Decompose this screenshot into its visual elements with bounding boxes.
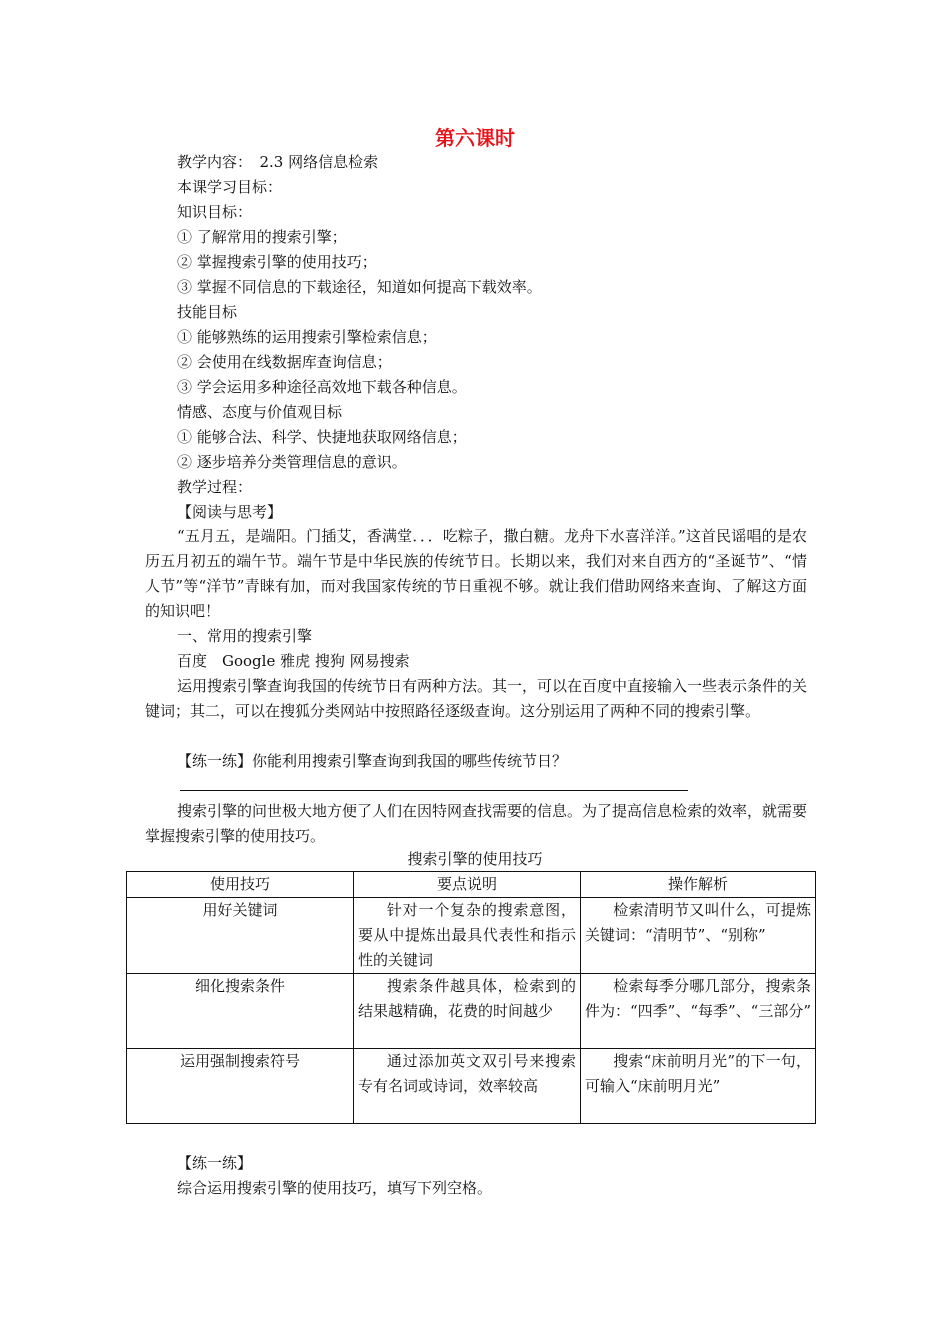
knowledge-goal: ① 了解常用的搜索引擎； xyxy=(177,228,347,246)
attitude-goal: ② 逐步培养分类管理信息的意识。 xyxy=(177,453,407,471)
reading-heading: 【阅读与思考】 xyxy=(177,503,283,521)
skill-goal: ② 会使用在线数据库查询信息； xyxy=(177,353,392,371)
table-caption: 搜索引擎的使用技巧 xyxy=(407,850,543,868)
knowledge-goal: ③ 掌握不同信息的下载途径，知道如何提高下载效率。 xyxy=(177,278,542,296)
answer-blank-line xyxy=(180,790,688,791)
lesson-content: 教学内容： 2.3 网络信息检索 xyxy=(177,153,379,171)
table-row xyxy=(127,898,816,974)
attitude-goal: ① 能够合法、科学、快捷地获取网络信息； xyxy=(177,428,467,446)
practice-instruction: 综合运用搜索引擎的使用技巧，填写下列空格。 xyxy=(177,1179,493,1197)
column-header: 要点说明 xyxy=(354,872,581,898)
tip-explanation: 针对一个复杂的搜索意图，要从中提炼出最具代表性和指示性的关键词 xyxy=(354,898,581,974)
tip-name: 运用强制搜索符号 xyxy=(127,1049,354,1124)
intro-paragraph: 搜索引擎的问世极大地方便了人们在因特网查找需要的信息。为了提高信息检索的效率，就需要掌握搜索引擎的使用技巧。 xyxy=(145,802,808,845)
table-row xyxy=(127,974,816,1049)
skill-goals-heading: 技能目标 xyxy=(177,303,238,321)
page-title: 第六课时 xyxy=(435,126,515,150)
table-header-row xyxy=(127,872,816,898)
objectives-heading: 本课学习目标： xyxy=(177,178,283,196)
skill-goal: ③ 学会运用多种途径高效地下载各种信息。 xyxy=(177,378,467,396)
tip-example: 检索清明节又叫什么，可提炼关键词：“清明节”、“别称” xyxy=(581,898,816,974)
methods-paragraph: 运用搜索引擎查询我国的传统节日有两种方法。其一，可以在百度中直接输入一些表示条件的关键词；其二，可以在搜狐分类网站中按照路径逐级查询。这分别运用了两种不同的搜索引擎。 xyxy=(145,677,808,720)
tip-example: 检索每季分哪几部分，搜索条件为：“四季”、“每季”、“三部分” xyxy=(581,974,816,1049)
reading-paragraph: “五月五，是端阳。门插艾，香满堂．．．吃粽子，撒白糖。龙舟下水喜洋洋。”这首民谣唱的是农历五月初五的端午节。端午节是中华民族的传统节日。长期以来，我们对来自西方的“圣诞节”、“情人节”等“洋节”青睐有加，而对我国家传统的节日重视不够。就让我们借助网络来查询、了解这方面的知识吧！ xyxy=(145,527,807,620)
tip-explanation: 通过添加英文双引号来搜索专有名词或诗词，效率较高 xyxy=(354,1049,581,1124)
tip-example: 搜索“床前明月光”的下一句，可输入“床前明月光” xyxy=(581,1049,816,1124)
attitude-goals-heading: 情感、态度与价值观目标 xyxy=(177,403,343,421)
tip-name: 用好关键词 xyxy=(127,898,354,974)
engine-list: 百度 Google 雅虎 搜狗 网易搜索 xyxy=(177,652,410,670)
search-tips-table xyxy=(126,871,816,1124)
tip-explanation: 搜索条件越具体，检索到的结果越精确，花费的时间越少 xyxy=(354,974,581,1049)
column-header: 使用技巧 xyxy=(127,872,354,898)
practice-question: 【练一练】你能利用搜索引擎查询到我国的哪些传统节日？ xyxy=(177,752,568,770)
process-heading: 教学过程： xyxy=(177,478,253,496)
table-row xyxy=(127,1049,816,1124)
tip-name: 细化搜索条件 xyxy=(127,974,354,1049)
knowledge-goals-heading: 知识目标： xyxy=(177,203,253,221)
knowledge-goal: ② 掌握搜索引擎的使用技巧； xyxy=(177,253,377,271)
practice-heading: 【练一练】 xyxy=(177,1154,253,1172)
column-header: 操作解析 xyxy=(581,872,816,898)
section-heading-search-engines: 一、常用的搜索引擎 xyxy=(177,627,313,645)
skill-goal: ① 能够熟练的运用搜索引擎检索信息； xyxy=(177,328,437,346)
